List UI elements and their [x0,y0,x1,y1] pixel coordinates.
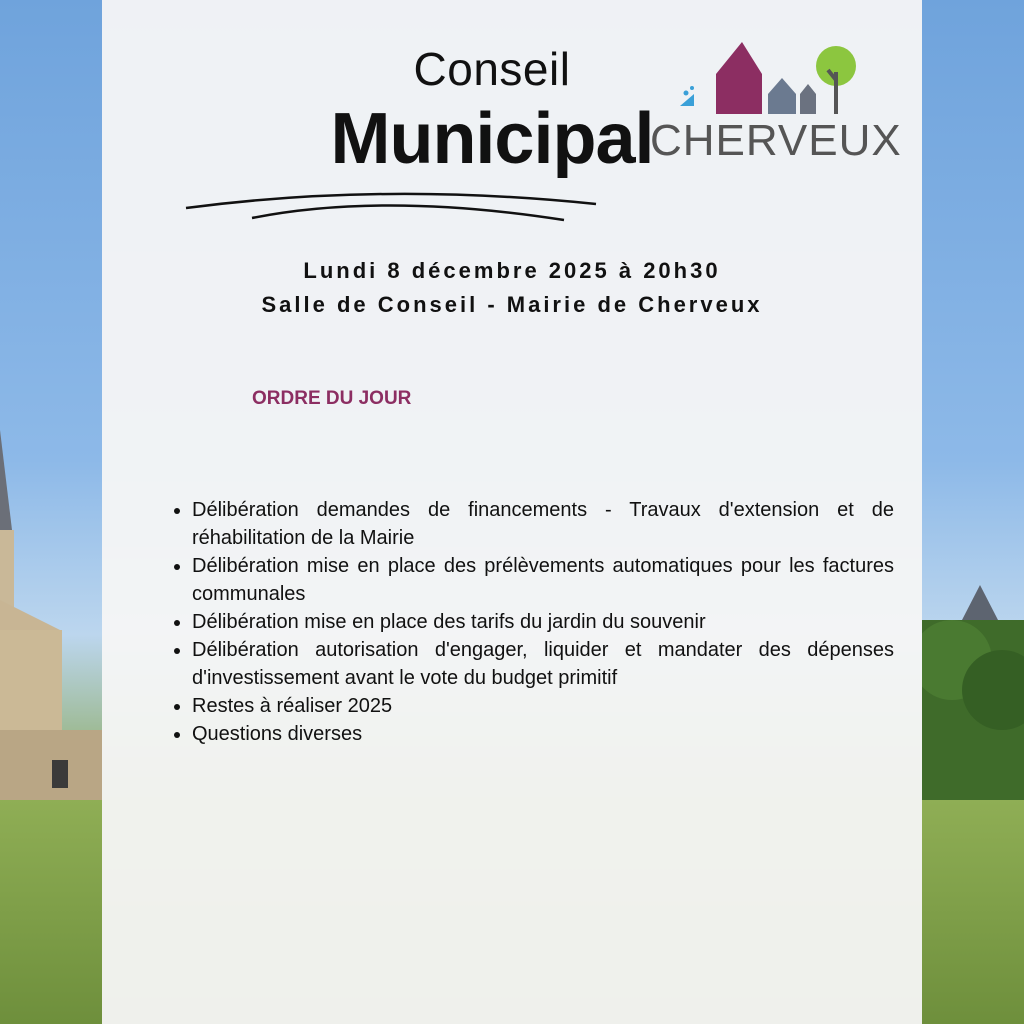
event-place: Salle de Conseil - Mairie de Cherveux [261,292,763,317]
title-underline-swash [184,186,604,226]
event-date: Lundi 8 décembre 2025 à 20h30 [303,258,721,283]
agenda-item: • Délibération mise en place des tarifs du jardin du souvenir [192,608,894,636]
agenda-item: • Délibération mise en place des prélèvements automatiques pour les factures communales [192,552,894,608]
cherveux-logo [650,38,902,168]
agenda-title: ORDRE DU JOUR [252,388,412,409]
announcement-panel [102,0,922,1024]
agenda-item: • Restes à réaliser 2025 [192,692,894,720]
agenda-item: • Délibération autorisation d'engager, liquider et mandater des dépenses d'investissement avant le vote du budget primitif [192,636,894,692]
title-municipal: Municipal [330,99,654,179]
agenda-list [168,496,894,748]
logo-houses-icon [650,38,890,118]
church-illustration [0,430,102,810]
title-conseil: Conseil [413,43,571,95]
agenda-item: • Questions diverses [192,720,894,748]
logo-wordmark: CHERVEUX [650,116,902,165]
agenda-item: • Délibération demandes de financements - Travaux d'extension et de réhabilitation de la Mairie [192,496,894,552]
trees-illustration [922,580,1024,820]
